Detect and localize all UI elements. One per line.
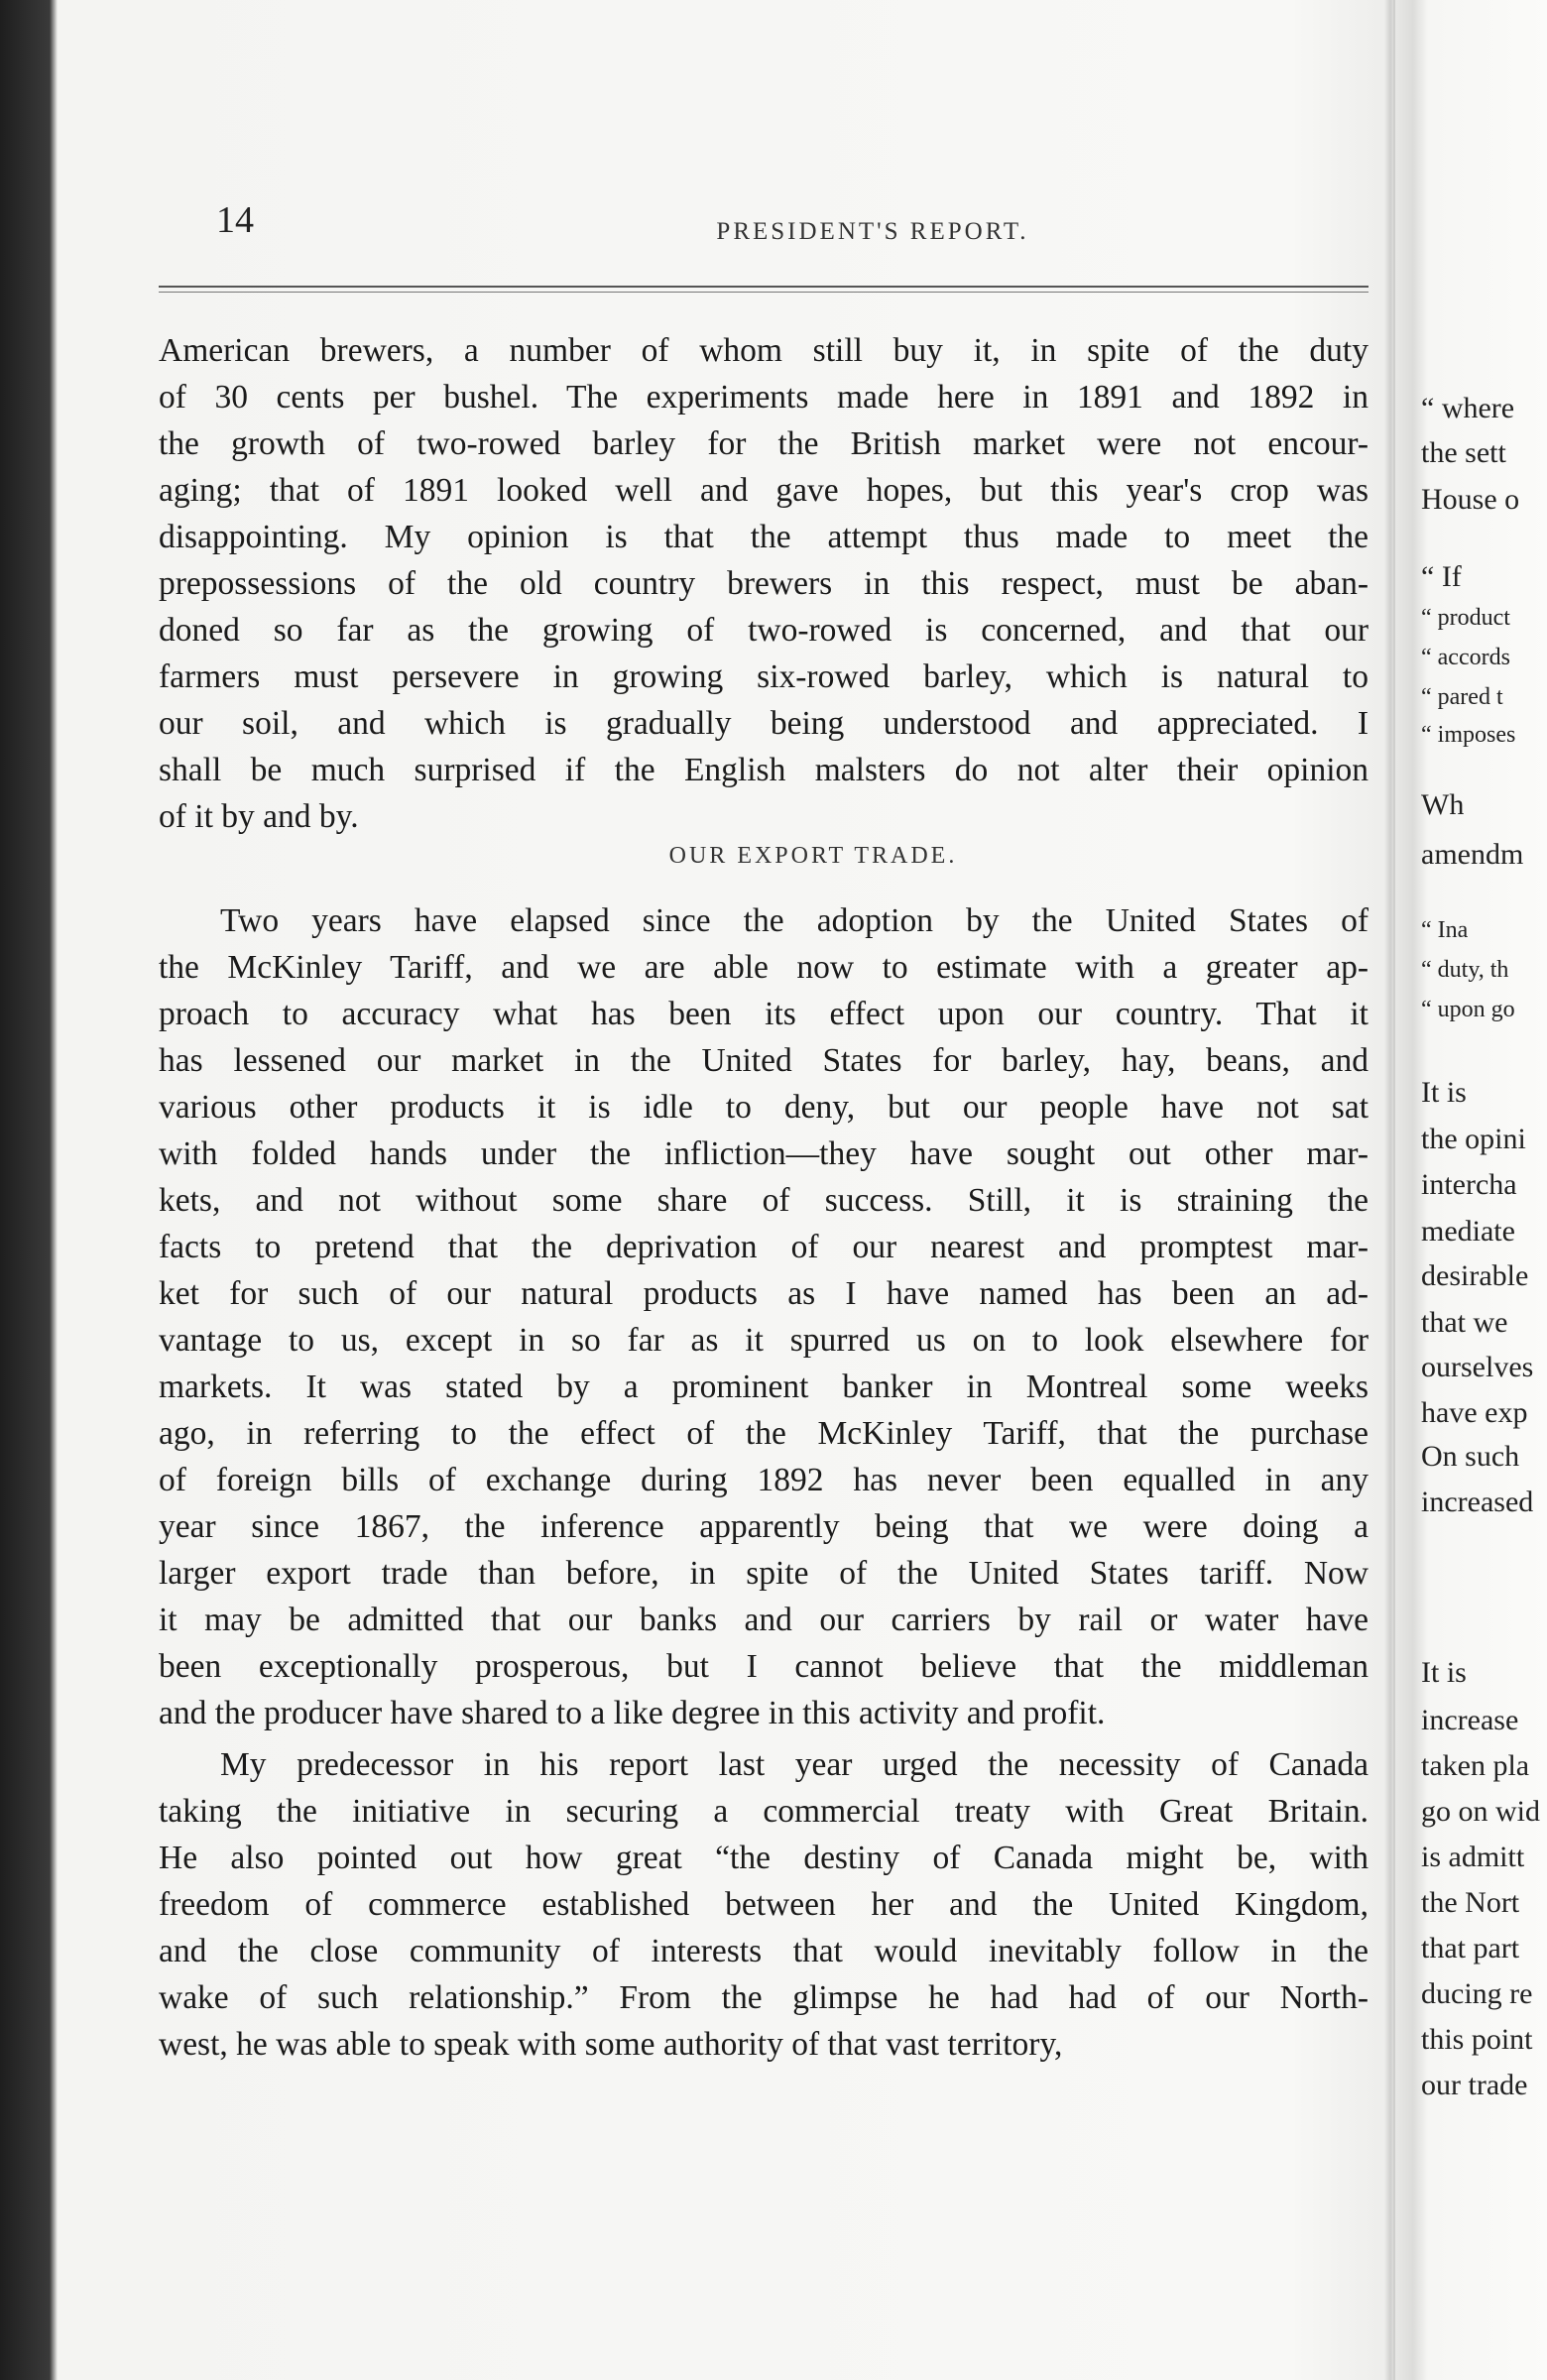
facing-page-fragment: “ upon go <box>1421 997 1515 1022</box>
text-line: the growth of two-rowed barley for the British market were not encour- <box>159 425 1368 462</box>
text-line: American brewers, a number of whom still buy it, in spite of the duty <box>159 332 1368 369</box>
text-line: shall be much surprised if the English malsters do not alter their opinion <box>159 752 1368 788</box>
facing-page-fragment: the Nort <box>1421 1886 1520 1919</box>
facing-page-fragment: “ Ina <box>1421 917 1469 943</box>
text-line: My predecessor in his report last year urged the necessity of Canada <box>220 1746 1368 1783</box>
page-number: 14 <box>216 199 254 241</box>
facing-page-fragment: this point <box>1421 2023 1533 2056</box>
text-line: taking the initiative in securing a commercial treaty with Great Britain. <box>159 1793 1368 1830</box>
section-heading: OUR EXPORT TRADE. <box>668 843 958 869</box>
text-line: with folded hands under the infliction—they have sought out other mar- <box>159 1135 1368 1172</box>
facing-page-fragment: the sett <box>1421 436 1506 469</box>
facing-page-fragment: ourselves <box>1421 1351 1534 1383</box>
facing-page-fragment: “ If <box>1421 560 1462 593</box>
facing-page-fragment: “ imposes <box>1421 722 1516 748</box>
text-line: year since 1867, the inference apparently being that we were doing a <box>159 1508 1368 1545</box>
text-line: west, he was able to speak with some authority of that vast territory, <box>159 2026 1063 2063</box>
text-line: freedom of commerce established between her and the United Kingdom, <box>159 1886 1368 1923</box>
facing-page-fragment: have exp <box>1421 1396 1528 1429</box>
text-line: of it by and by. <box>159 798 359 835</box>
text-line: of foreign bills of exchange during 1892 has never been equalled in any <box>159 1462 1368 1498</box>
text-line: He also pointed out how great “the destiny of Canada might be, with <box>159 1840 1368 1876</box>
text-line: proach to accuracy what has been its effect upon our country. That it <box>159 996 1368 1032</box>
text-line: ago, in referring to the effect of the McKinley Tariff, that the purchase <box>159 1415 1368 1452</box>
facing-page-fragment: “ duty, th <box>1421 957 1509 983</box>
facing-page-fragment: “ product <box>1421 605 1510 631</box>
facing-page-fragment: taken pla <box>1421 1749 1530 1782</box>
text-line: markets. It was stated by a prominent banker in Montreal some weeks <box>159 1368 1368 1405</box>
facing-page-fragment: increase <box>1421 1704 1519 1736</box>
facing-page-fragment: that we <box>1421 1306 1508 1339</box>
text-line: the McKinley Tariff, and we are able now to estimate with a greater ap- <box>159 949 1368 986</box>
text-line: doned so far as the growing of two-rowed is concerned, and that our <box>159 612 1368 649</box>
text-line: wake of such relationship.” From the glimpse he had had of our North- <box>159 1979 1368 2016</box>
text-line: and the producer have shared to a like degree in this activity and profit. <box>159 1695 1106 1731</box>
header-rule-secondary <box>159 292 1368 293</box>
text-line: larger export trade than before, in spite of the United States tariff. Now <box>159 1555 1368 1592</box>
facing-page-fragment: ducing re <box>1421 1977 1533 2010</box>
text-line: farmers must persevere in growing six-rowed barley, which is natural to <box>159 658 1368 695</box>
header-rule <box>159 286 1368 288</box>
facing-page-fragment: our trade <box>1421 2069 1528 2101</box>
paragraph-barley <box>159 327 1368 840</box>
text-line: our soil, and which is gradually being understood and appreciated. I <box>159 705 1368 742</box>
facing-page-fragment: Wh <box>1421 788 1465 821</box>
text-line: has lessened our market in the United States for barley, hay, beans, and <box>159 1042 1368 1079</box>
text-line: it may be admitted that our banks and our carriers by rail or water have <box>159 1602 1368 1638</box>
facing-page-fragment: It is <box>1421 1656 1467 1689</box>
paragraph-predecessor <box>159 1741 1368 2068</box>
facing-page-fragment: House o <box>1421 483 1520 516</box>
facing-page-fragment: go on wid <box>1421 1795 1540 1828</box>
facing-page-fragment: It is <box>1421 1076 1467 1109</box>
facing-page-fragment: desirable <box>1421 1259 1529 1292</box>
facing-page-fragment: “ where <box>1421 392 1515 424</box>
facing-page-fragment: amendm <box>1421 838 1524 871</box>
text-line: disappointing. My opinion is that the attempt thus made to meet the <box>159 519 1368 555</box>
facing-page-fragment: increased <box>1421 1486 1534 1518</box>
text-line: ket for such of our natural products as I have named has been an ad- <box>159 1275 1368 1312</box>
facing-page-fragment: “ pared t <box>1421 684 1503 710</box>
text-line: kets, and not without some share of success. Still, it is straining the <box>159 1182 1368 1219</box>
text-line: Two years have elapsed since the adoption by the United States of <box>220 902 1368 939</box>
facing-page <box>1393 0 1547 2380</box>
running-head: PRESIDENT'S REPORT. <box>716 218 1029 245</box>
facing-page-fragment: that part <box>1421 1932 1520 1964</box>
text-line: of 30 cents per bushel. The experiments made here in 1891 and 1892 in <box>159 379 1368 416</box>
text-line: facts to pretend that the deprivation of our nearest and promptest mar- <box>159 1229 1368 1265</box>
facing-page-fragment: mediate <box>1421 1215 1515 1248</box>
facing-page-fragment: “ accords <box>1421 645 1510 670</box>
text-line: prepossessions of the old country brewers in this respect, must be aban- <box>159 565 1368 602</box>
text-line: been exceptionally prosperous, but I cannot believe that the middleman <box>159 1648 1368 1685</box>
facing-page-fragment: the opini <box>1421 1123 1526 1155</box>
facing-page-fragment: intercha <box>1421 1168 1517 1201</box>
text-line: various other products it is idle to deny, but our people have not sat <box>159 1089 1368 1126</box>
facing-page-fragment: On such <box>1421 1440 1520 1473</box>
text-line: and the close community of interests that would inevitably follow in the <box>159 1933 1368 1969</box>
paragraph-export-trade <box>159 897 1368 1736</box>
facing-page-fragment: is admitt <box>1421 1841 1525 1873</box>
text-line: vantage to us, except in so far as it spurred us on to look elsewhere for <box>159 1322 1368 1359</box>
text-line: aging; that of 1891 looked well and gave hopes, but this year's crop was <box>159 472 1368 509</box>
